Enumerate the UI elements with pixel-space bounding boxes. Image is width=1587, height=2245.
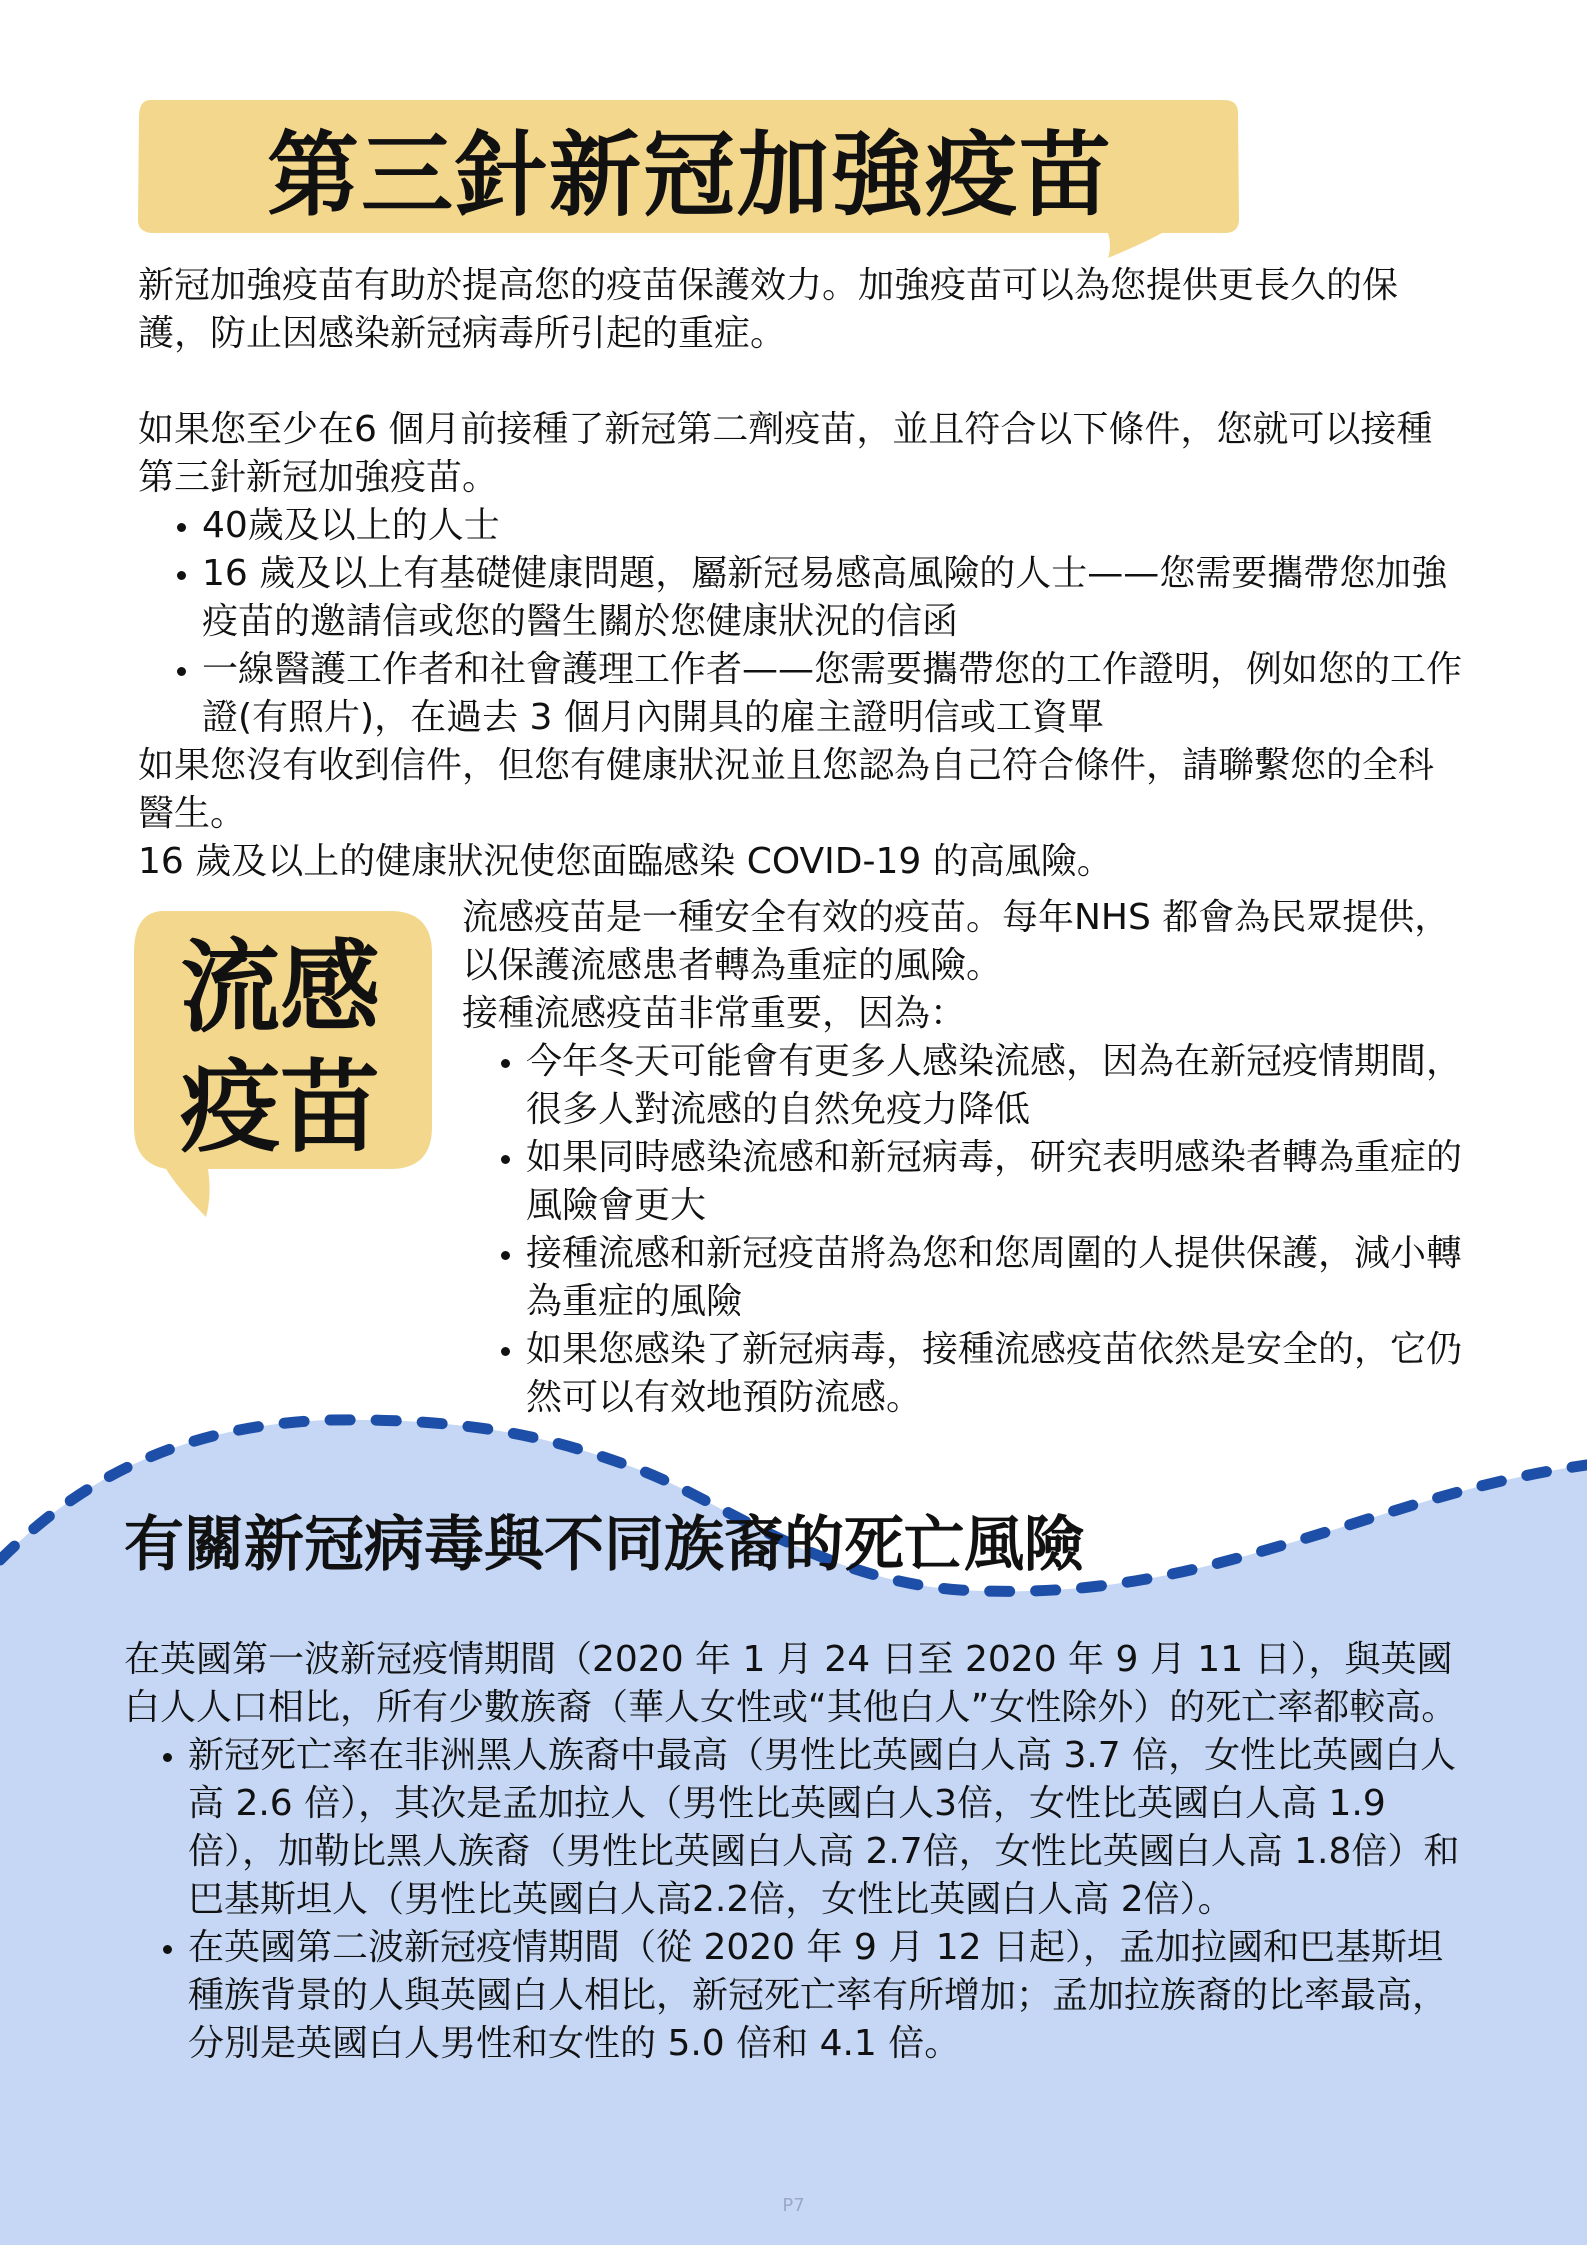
list-item: • 如果同時感染流感和新冠病毒，研究表明感染者轉為重症的風險會更大 <box>526 1134 1472 1230</box>
flu-badge-line1: 流感 <box>180 929 380 1046</box>
list-item: • 今年冬天可能會有更多人感染流感，因為在新冠疫情期間，很多人對流感的自然免疫力降低 <box>526 1038 1472 1134</box>
flu-badge-label <box>130 918 430 1178</box>
ethnicity-heading: 有關新冠病毒與不同族裔的死亡風險 <box>124 1510 1084 1580</box>
list-item: • 16 歲及以上有基礎健康問題，屬新冠易感高風險的人士——您需要攜帶您加強疫苗的邀請信或您的醫生關於您健康狀況的信函 <box>202 550 1468 646</box>
paragraph-gap <box>138 358 1468 406</box>
booster-intro: 新冠加強疫苗有助於提高您的疫苗保護效力。加強疫苗可以為您提供更長久的保護，防止因感染新冠病毒所引起的重症。 <box>138 265 1399 354</box>
list-item: • 接種流感和新冠疫苗將為您和您周圍的人提供保護，減小轉為重症的風險 <box>526 1230 1472 1326</box>
risk-note: 16 歲及以上的健康狀況使您面臨感染 COVID-19 的高風險。 <box>138 841 1113 882</box>
list-item: • 40歲及以上的人士 <box>202 502 1468 550</box>
booster-section <box>138 262 1468 886</box>
page-number: P7 <box>782 2195 805 2216</box>
flu-reasons-list <box>462 1038 1472 1422</box>
list-item: • 在英國第二波新冠疫情期間（從 2020 年 9 月 12 日起），孟加拉國和巴基斯坦種族背景的人與英國白人相比，新冠死亡率有所增加；孟加拉族裔的比率最高，分別是英國白人男性和女性的 5.0 倍和 4.1 倍。 <box>188 1924 1469 2068</box>
flu-badge-line2: 疫苗 <box>180 1049 380 1166</box>
ethnicity-list <box>124 1732 1469 2068</box>
flu-section <box>462 894 1472 1422</box>
no-letter-note: 如果您沒有收到信件，但您有健康狀況並且您認為自己符合條件，請聯繫您的全科醫生。 <box>138 745 1435 834</box>
ethnicity-intro: 在英國第一波新冠疫情期間（2020 年 1 月 24 日至 2020 年 9 月 11 日），與英國白人人口相比，所有少數族裔（華人女性或“其他白人”女性除外）的死亡率都較高。 <box>124 1639 1458 1728</box>
page-title: 第三針新冠加強疫苗 <box>266 121 1113 229</box>
ethnicity-section <box>124 1636 1469 2068</box>
list-item: • 如果您感染了新冠病毒，接種流感疫苗依然是安全的，它仍然可以有效地預防流感。 <box>526 1326 1472 1422</box>
flu-intro: 流感疫苗是一種安全有效的疫苗。每年NHS 都會為民眾提供，以保護流感患者轉為重症的風險。 <box>462 897 1451 986</box>
flu-reasons-intro: 接種流感疫苗非常重要，因為： <box>462 993 967 1034</box>
list-item: • 一線醫護工作者和社會護理工作者——您需要攜帶您的工作證明，例如您的工作證(有照片)，在過去 3 個月內開具的雇主證明信或工資單 <box>202 646 1468 742</box>
eligibility-intro: 如果您至少在6 個月前接種了新冠第二劑疫苗，並且符合以下條件，您就可以接種第三針新冠加強疫苗。 <box>138 409 1433 498</box>
list-item: • 新冠死亡率在非洲黑人族裔中最高（男性比英國白人高 3.7 倍，女性比英國白人高 2.6 倍），其次是孟加拉人（男性比英國白人3倍，女性比英國白人高 1.9 倍），加勒比黑人族裔（男性比英國白人高 2.7倍，女性比英國白人高 1.8倍）和巴基斯坦人（男性比英國白人高2.2倍，女性比英國白人高 2倍）。 <box>188 1732 1469 1924</box>
eligibility-list <box>138 502 1468 742</box>
